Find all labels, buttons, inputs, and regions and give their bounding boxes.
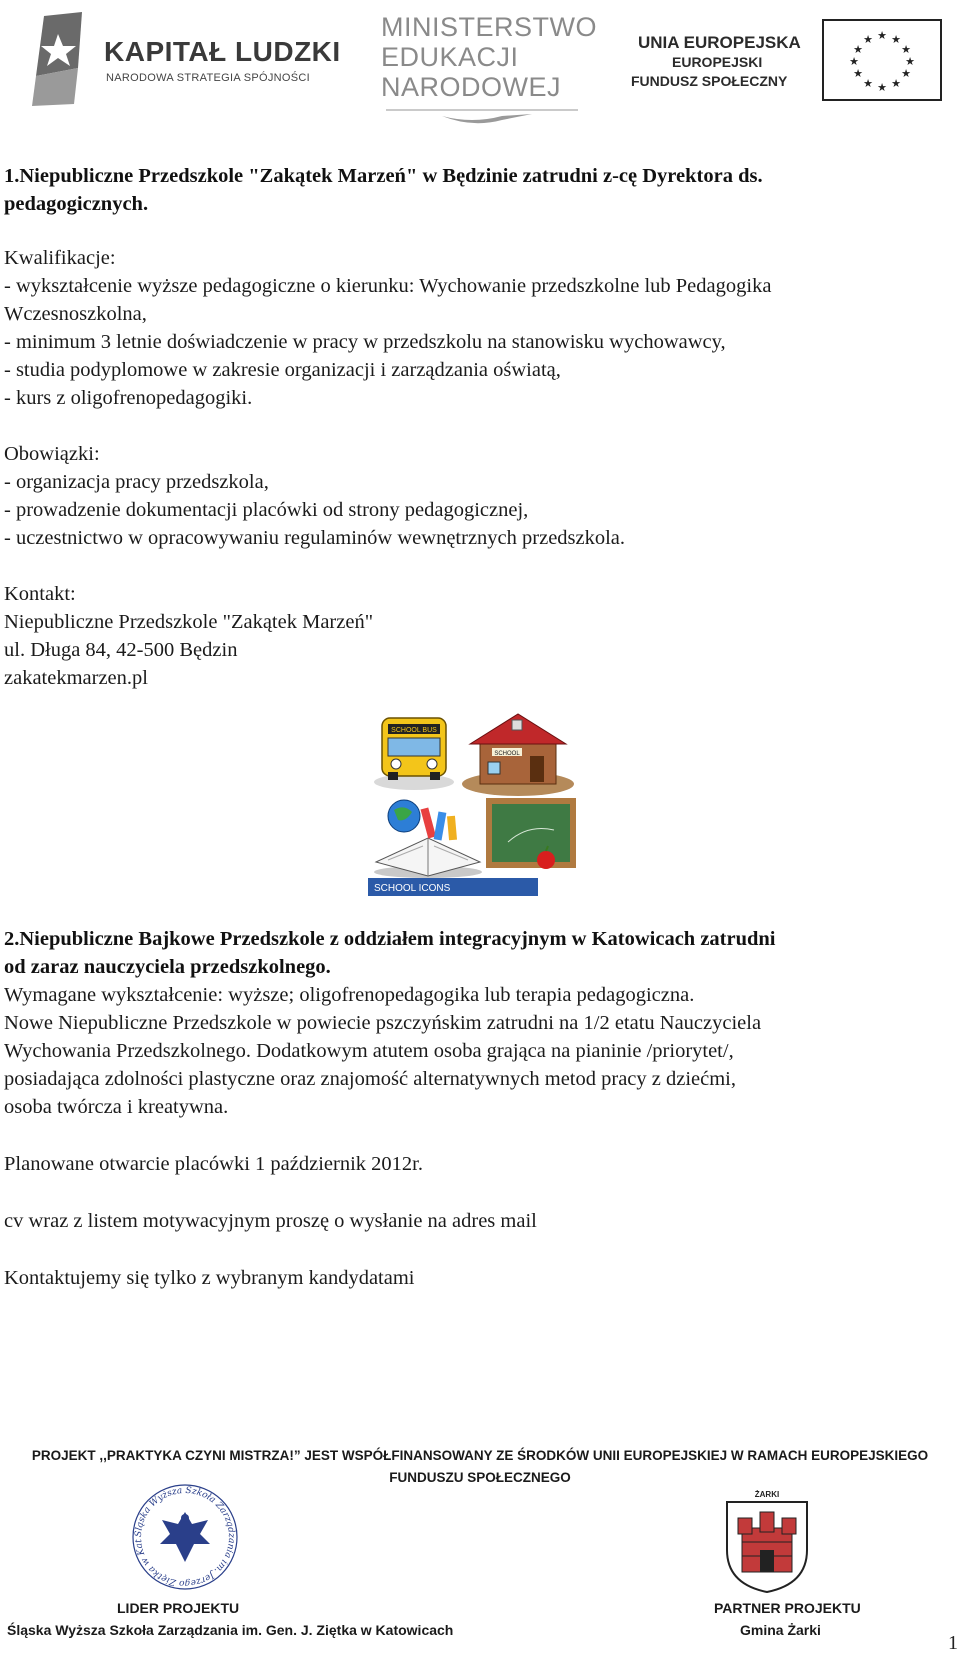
ue-line1: UNIA EUROPEJSKA — [638, 33, 801, 52]
svg-text:★: ★ — [863, 78, 873, 90]
partner-label: PARTNER PROJEKTU — [714, 1600, 861, 1616]
svg-text:★: ★ — [877, 82, 887, 94]
qualification-item: - minimum 3 letnie doświadczenie w pracy w przedszkolu na stanowisku wychowawcy, — [4, 331, 726, 353]
opening-date: Planowane otwarcie placówki 1 październik 2012r. — [4, 1153, 423, 1175]
footer-banner-line2: FUNDUSZU SPOŁECZNEGO — [389, 1470, 571, 1485]
contact-heading: Kontakt: — [4, 583, 76, 605]
svg-text:★: ★ — [891, 78, 901, 90]
kapital-ludzki-subtitle: NARODOWA STRATEGIA SPÓJNOŚCI — [106, 72, 310, 84]
offer2-paragraph-line: Wymagane wykształcenie: wyższe; oligofrenopedagogika lub terapia pedagogiczna. — [4, 984, 695, 1006]
contact-note: Kontaktujemy się tylko z wybranym kandydatami — [4, 1267, 415, 1289]
svg-text:★: ★ — [891, 34, 901, 46]
qualification-item: - studia podyplomowe w zakresie organizacji i zarządzania oświatą, — [4, 359, 561, 381]
castle-tower-icon — [738, 1512, 796, 1572]
zarki-crest-logo — [722, 1488, 812, 1594]
duty-item: - organizacja pracy przedszkola, — [4, 471, 269, 493]
footer-banner-line1: PROJEKT ,,PRAKTYKA CZYNI MISTRZA!” JEST WSPÓŁFINANSOWANY ZE ŚRODKÓW UNII EUROPEJSKIEJ W RAMACH EUROPEJSKIEGO — [31, 1448, 929, 1463]
school-icons-clipart — [368, 712, 582, 896]
bus-sign-text: SCHOOL BUS — [391, 727, 437, 734]
schoolhouse-icon — [462, 714, 574, 796]
svg-text:★: ★ — [853, 44, 863, 56]
book-globe-icon — [374, 800, 482, 878]
ue-line3: FUNDUSZ SPOŁECZNY — [631, 73, 788, 89]
seal-text: Śląska Wyższa Szkoła Zarządzania im. Jerzego Ziętka w Kat — [133, 1485, 237, 1589]
ministerstwo-pen-icon — [382, 104, 582, 128]
duty-item: - prowadzenie dokumentacji placówki od strony pedagogicznej, — [4, 499, 529, 521]
qualification-item: - wykształcenie wyższe pedagogiczne o kierunku: Wychowanie przedszkolne lub Pedagogika — [4, 275, 772, 297]
duty-item: - uczestnictwo w opracowywaniu regulaminów wewnętrznych przedszkola. — [4, 527, 626, 549]
leader-seal-logo — [130, 1482, 240, 1592]
leader-name: Śląska Wyższa Szkoła Zarządzania im. Gen. J. Ziętka w Katowicach — [7, 1622, 454, 1638]
svg-text:★: ★ — [877, 30, 887, 42]
page-number: 1 — [948, 1632, 958, 1654]
svg-text:★: ★ — [863, 34, 873, 46]
svg-text:★: ★ — [901, 68, 911, 80]
svg-text:★: ★ — [905, 56, 915, 68]
leader-label: LIDER PROJEKTU — [117, 1600, 240, 1616]
offer1-title-line1: 1.Niepubliczne Przedszkole "Zakątek Marzeń" w Będzinie zatrudni z-cę Dyrektora ds. — [4, 165, 763, 187]
qualification-item: - kurs z oligofrenopedagogiki. — [4, 387, 253, 409]
crest-label: ŻARKI — [754, 1490, 780, 1499]
contact-website: zakatekmarzen.pl — [4, 667, 148, 689]
offer2-paragraph-line: Nowe Niepubliczne Przedszkole w powiecie pszczyńskim zatrudni na 1/2 etatu Nauczyciela — [4, 1012, 762, 1034]
qualification-item: Wczesnoszkolna, — [4, 303, 147, 325]
duties-heading: Obowiązki: — [4, 443, 100, 465]
offer2-paragraph-line: Wychowania Przedszkolnego. Dodatkowym atutem osoba grająca na pianinie /priorytet/, — [4, 1040, 734, 1062]
offer2-title-line1: 2.Niepubliczne Bajkowe Przedszkole z oddziałem integracyjnym w Katowicach zatrudni — [4, 928, 776, 950]
house-sign-text: SCHOOL — [494, 751, 520, 757]
offer2-title-line2: od zaraz nauczyciela przedszkolnego. — [4, 956, 331, 978]
offer2-paragraph-line: osoba twórcza i kreatywna. — [4, 1096, 229, 1118]
contact-line: ul. Długa 84, 42-500 Będzin — [4, 639, 238, 661]
kapital-ludzki-title: KAPITAŁ LUDZKI — [104, 36, 341, 67]
school-icons-caption: SCHOOL ICONS — [374, 883, 451, 894]
offer1-title-line2: pedagogicznych. — [4, 193, 149, 215]
eagle-icon — [160, 1512, 210, 1562]
ministerstwo-line1: MINISTERSTWO — [381, 12, 597, 42]
ue-line2: EUROPEJSKI — [672, 54, 763, 70]
kapital-ludzki-emblem-icon — [30, 8, 110, 108]
qualifications-heading: Kwalifikacje: — [4, 247, 116, 269]
chalkboard-apple-icon — [486, 798, 576, 869]
ministerstwo-line2: EDUKACJI — [381, 42, 519, 72]
partner-name: Gmina Żarki — [740, 1622, 821, 1638]
offer2-paragraph-line: posiadająca zdolności plastyczne oraz znajomość alternatywnych metod pracy z dziećmi, — [4, 1068, 736, 1090]
eu-flag-icon — [822, 19, 942, 101]
svg-text:★: ★ — [849, 56, 859, 68]
contact-line: Niepubliczne Przedszkole "Zakątek Marzeń" — [4, 611, 374, 633]
svg-text:★: ★ — [853, 68, 863, 80]
school-bus-icon — [374, 718, 454, 790]
cv-note: cv wraz z listem motywacyjnym proszę o wysłanie na adres mail — [4, 1210, 537, 1232]
svg-text:★: ★ — [901, 44, 911, 56]
ministerstwo-line3: NARODOWEJ — [381, 72, 561, 102]
